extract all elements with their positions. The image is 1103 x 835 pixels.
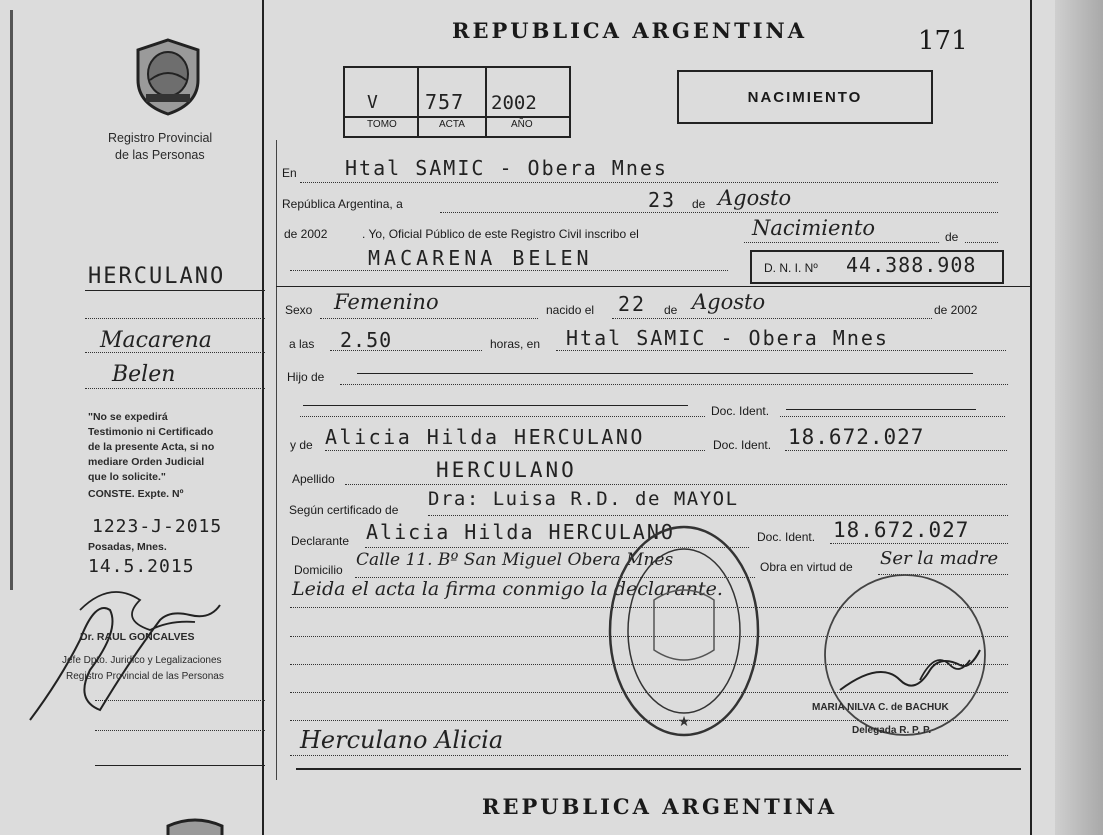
anio-label: de 2002 xyxy=(284,227,328,241)
legal-note-line: "No se expedirá xyxy=(88,411,168,423)
expediente-number: 1223-J-2015 xyxy=(92,516,223,537)
conste-label: CONSTE. Expte. Nº xyxy=(88,488,184,500)
signer-title: Jefe Dpto. Juridico y Legalizaciones xyxy=(62,655,222,666)
right-border xyxy=(1030,0,1032,835)
place-label: Posadas, Mnes. xyxy=(88,541,167,553)
sexo-label: Sexo xyxy=(285,303,313,317)
declarante-value: Alicia Hilda HERCULANO xyxy=(366,520,675,544)
inscribo-value: Nacimiento xyxy=(752,216,876,240)
official-title: Delegada R. P. P. xyxy=(852,725,932,736)
madre-value: Alicia Hilda HERCULANO xyxy=(325,425,645,449)
certificado-label: Según certificado de xyxy=(289,503,399,517)
horas-en-label: horas, en xyxy=(490,337,541,351)
legal-note-line: mediare Orden Judicial xyxy=(88,456,205,468)
provincial-seal-icon xyxy=(128,36,208,118)
apellido-value: HERCULANO xyxy=(436,458,577,482)
registry-box xyxy=(343,66,571,138)
legal-note-line: Testimonio ni Certificado xyxy=(88,426,214,438)
oficial-text: . Yo, Oficial Público de este Registro Civil inscribo el xyxy=(362,227,639,241)
nacido-de-label: de xyxy=(664,303,678,317)
apellido-label: Apellido xyxy=(292,472,335,486)
doc-ident-label-1: Doc. Ident. xyxy=(711,404,770,418)
leida-text: Leida el acta la firma conmigo la declarante. xyxy=(292,578,723,600)
domicilio-label: Domicilio xyxy=(294,563,343,577)
en-label: En xyxy=(282,166,297,180)
mes-value: Agosto xyxy=(718,186,792,210)
sexo-value: Femenino xyxy=(334,290,439,314)
declarante-doc-value: 18.672.027 xyxy=(833,518,970,542)
legal-note-line: que lo solicite." xyxy=(88,471,166,483)
ano-value: 2002 xyxy=(491,92,537,114)
footer-title: REPUBLICA ARGENTINA xyxy=(482,794,838,819)
doc-ident-label-2: Doc. Ident. xyxy=(713,438,772,452)
republica-label: República Argentina, a xyxy=(282,197,403,211)
provincial-seal-icon-partial xyxy=(160,818,230,835)
signer-name: Dr. RAUL GONCALVES xyxy=(80,631,195,643)
sidebar-given-name-1: Macarena xyxy=(100,328,212,353)
madre-doc-value: 18.672.027 xyxy=(788,425,925,449)
header-title: REPUBLICA ARGENTINA xyxy=(452,18,808,43)
signer-org: Registro Provincial de las Personas xyxy=(66,671,224,682)
svg-text:★: ★ xyxy=(677,713,691,729)
acta-value: 757 xyxy=(425,90,465,114)
alas-label: a las xyxy=(289,337,315,351)
dia-value: 23 xyxy=(648,188,677,212)
form-inner-rule xyxy=(276,140,277,780)
nacido-label: nacido el xyxy=(546,303,595,317)
nac-lugar-value: Htal SAMIC - Obera Mnes xyxy=(566,326,889,350)
signature-icon xyxy=(20,560,240,730)
tomo-label: TOMO xyxy=(367,119,397,130)
certificado-value: Dra: Luisa R.D. de MAYOL xyxy=(428,488,739,510)
hora-value: 2.50 xyxy=(340,328,393,352)
nacido-dia-value: 22 xyxy=(618,292,647,316)
dni-box xyxy=(750,250,1004,284)
dni-value: 44.388.908 xyxy=(846,253,977,277)
certification-date: 14.5.2015 xyxy=(88,556,195,577)
nacido-mes-value: Agosto xyxy=(692,290,766,314)
left-margin-rule xyxy=(10,10,13,590)
hijo-label: Hijo de xyxy=(287,370,325,384)
doc-ident-label-3: Doc. Ident. xyxy=(757,530,816,544)
obra-value: Ser la madre xyxy=(880,548,999,569)
ano-label: AÑO xyxy=(511,119,533,130)
folio-number: 171 xyxy=(918,26,968,56)
acta-label: ACTA xyxy=(439,119,465,130)
firma-declarante: Herculano Alicia xyxy=(300,726,504,754)
lugar-value: Htal SAMIC - Obera Mnes xyxy=(345,156,668,180)
document-type: NACIMIENTO xyxy=(747,88,863,106)
tomo-value: V xyxy=(367,92,380,113)
page-edge-shadow xyxy=(1055,0,1103,835)
official-stamp-icon xyxy=(604,520,764,742)
declarante-label: Declarante xyxy=(291,534,350,548)
yde-label: y de xyxy=(290,438,313,452)
de-label-2: de xyxy=(945,230,959,244)
legal-note xyxy=(88,410,214,502)
nacido-anio-label: de 2002 xyxy=(934,303,978,317)
official-name: MARIA NILVA C. de BACHUK xyxy=(812,702,949,713)
sidebar-surname: HERCULANO xyxy=(88,264,226,289)
sidebar-divider xyxy=(262,0,264,835)
obra-label: Obra en virtud de xyxy=(760,560,853,574)
document-type-box xyxy=(677,70,933,124)
org-name-line1: Registro Provincial xyxy=(108,131,213,145)
nombre-value: MACARENA BELEN xyxy=(368,246,593,270)
sidebar-given-name-2: Belen xyxy=(112,362,176,387)
domicilio-value: Calle 11. Bº San Miguel Obera Mnes xyxy=(356,550,674,570)
de-label: de xyxy=(692,197,706,211)
legal-note-line: de la presente Acta, si no xyxy=(88,441,215,453)
dni-label: D. N. I. Nº xyxy=(764,261,818,275)
org-name-line2: de las Personas xyxy=(115,148,205,162)
